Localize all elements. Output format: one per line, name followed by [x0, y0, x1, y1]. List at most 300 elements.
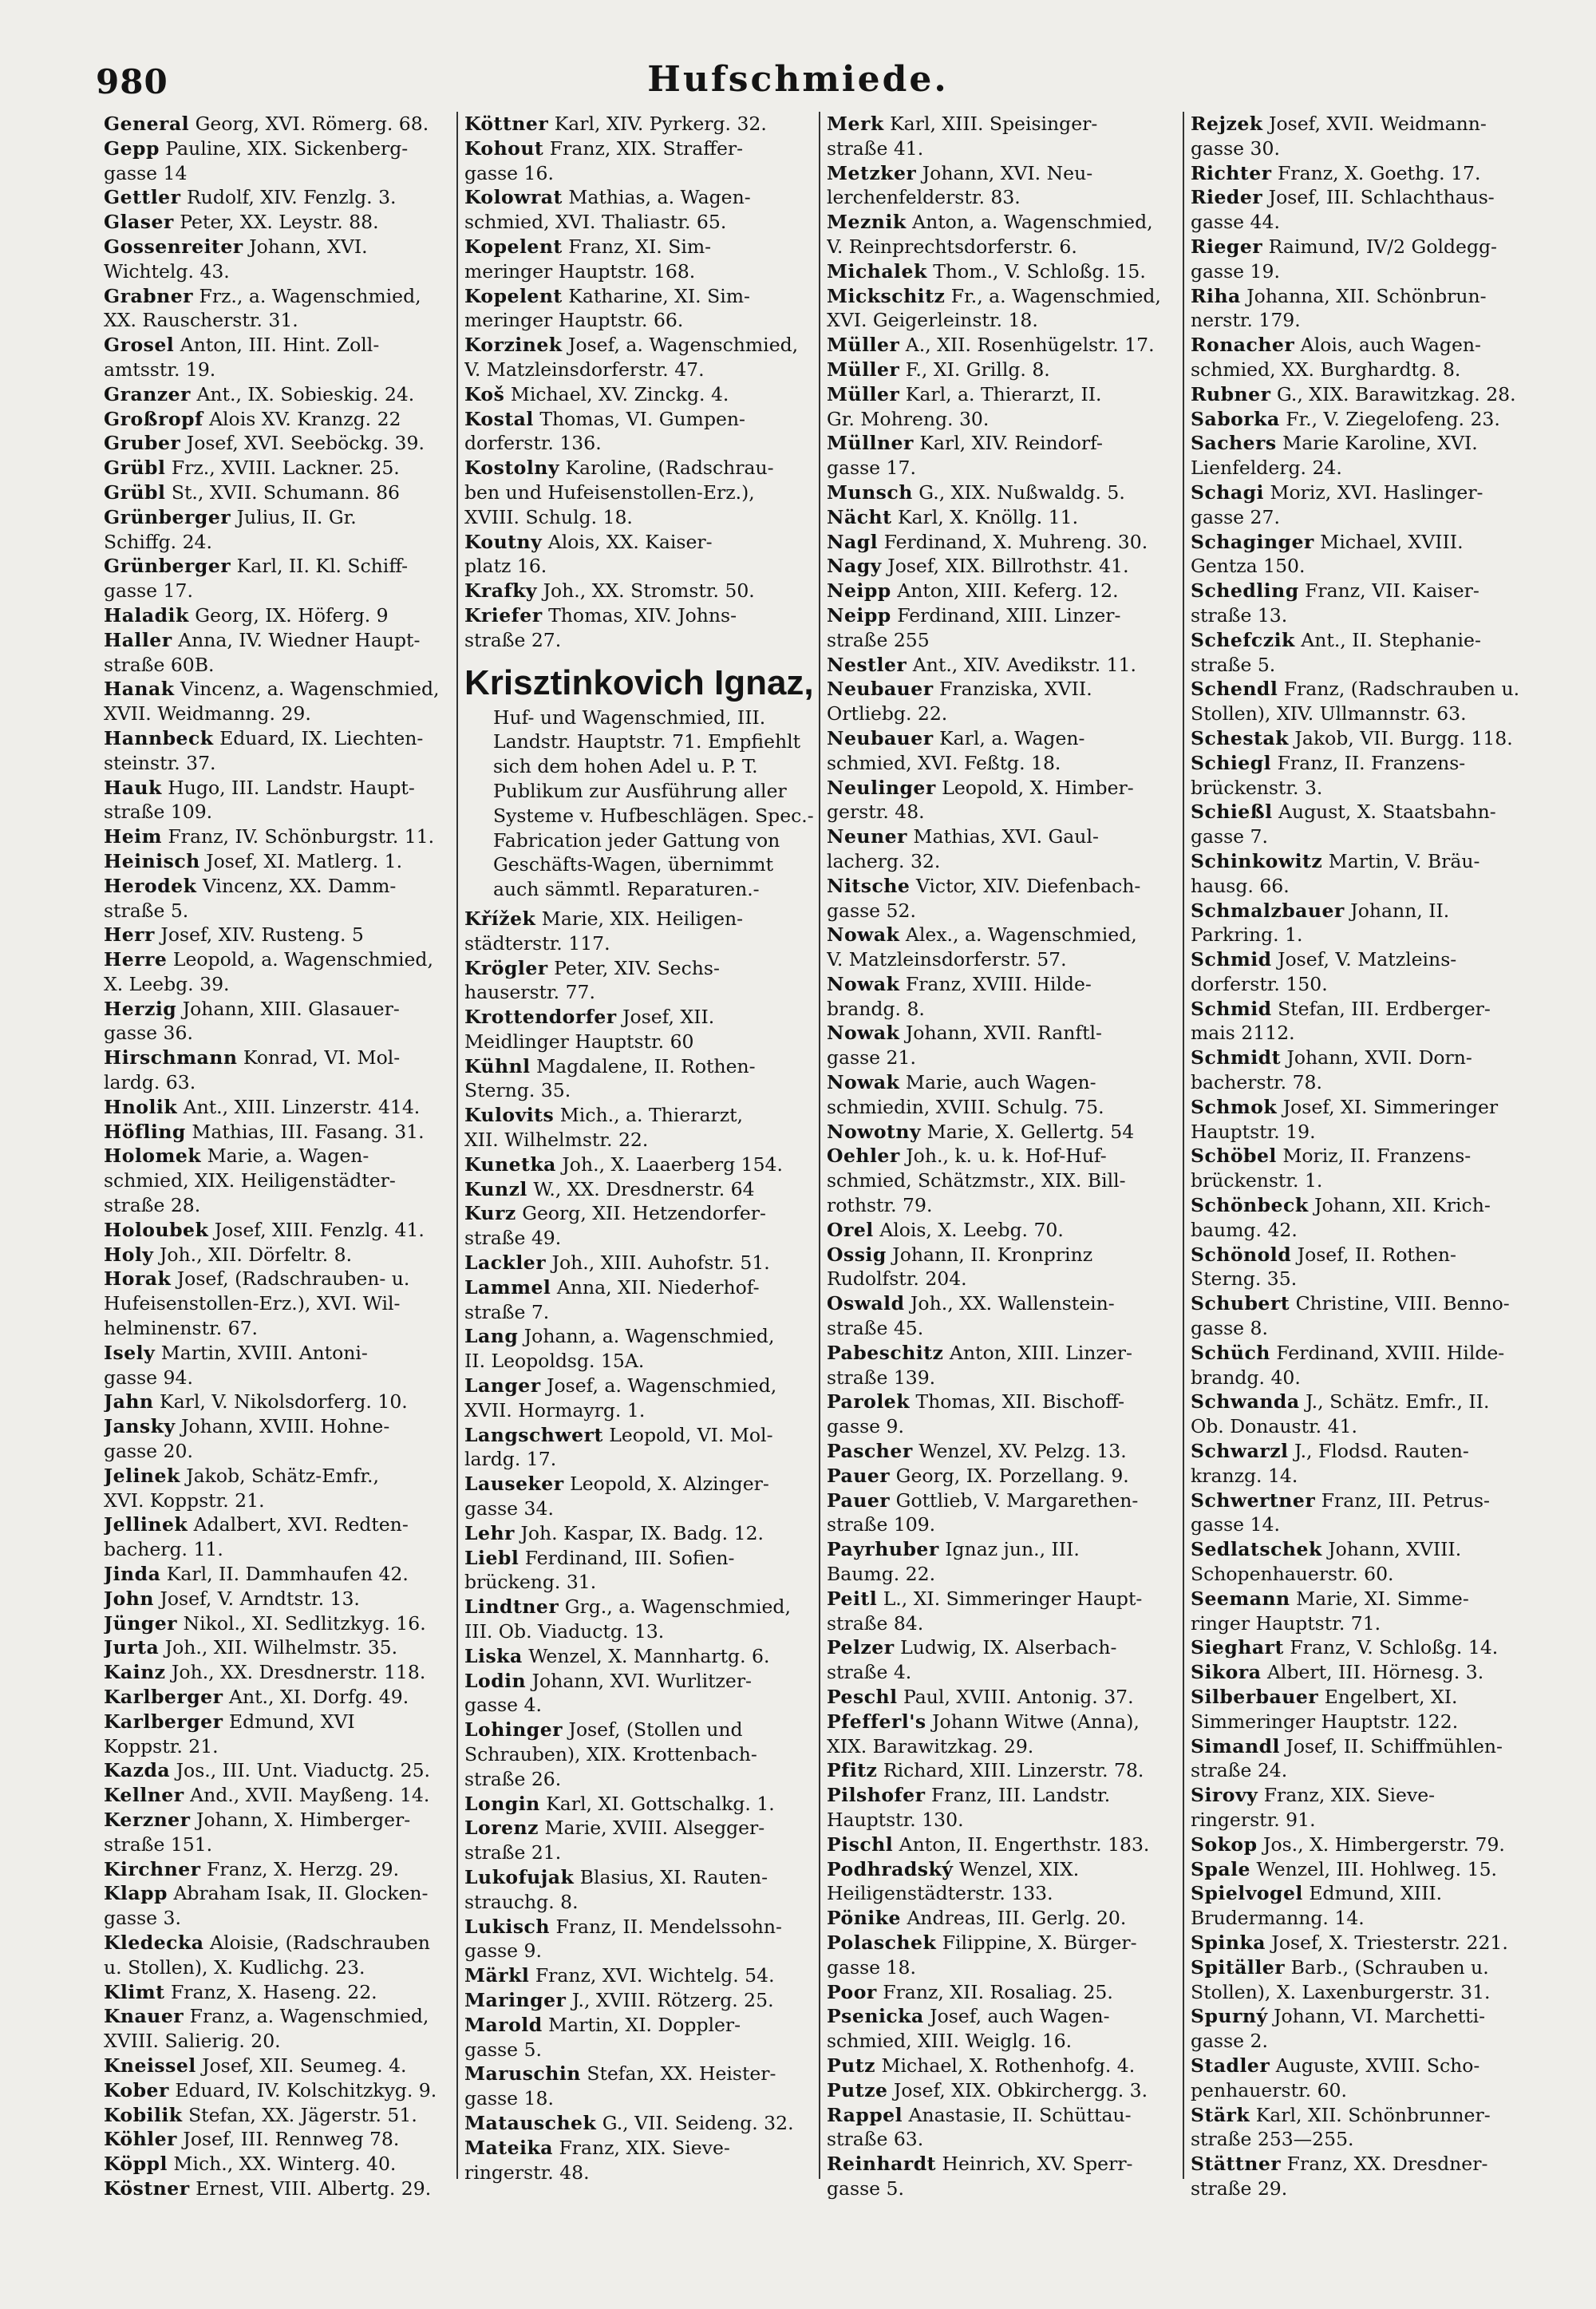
- entry-line: [104, 997, 458, 1022]
- entry-line: [1191, 2127, 1545, 2152]
- entry-line: [464, 1988, 819, 2013]
- entry-name: Kainz: [104, 1661, 166, 1684]
- directory-entry: [827, 972, 1181, 1022]
- entry-name: Müller: [827, 358, 900, 381]
- directory-entry: [464, 1324, 819, 1374]
- entry-text: XX. Rauscherstr. 31.: [104, 309, 298, 332]
- directory-entry: [1191, 235, 1545, 284]
- entry-line: [104, 210, 458, 235]
- entry-line: [104, 1833, 458, 1857]
- directory-entry: [464, 1472, 819, 1521]
- entry-text: Adalbert, XVI. Redten-: [193, 1513, 409, 1536]
- entry-name: Nowak: [827, 923, 900, 947]
- entry-text: gasse 18.: [827, 1955, 916, 1979]
- directory-entry: [827, 1021, 1181, 1070]
- entry-text: Peter, XX. Leystr. 88.: [180, 211, 379, 234]
- directory-entry: [104, 1635, 458, 1660]
- entry-line: [104, 480, 458, 505]
- directory-entry: [104, 2152, 458, 2177]
- entry-text: Franz, III. Petrus-: [1321, 1489, 1490, 1512]
- entry-name: Müller: [827, 334, 900, 357]
- entry-name: Schwertner: [1191, 1489, 1316, 1512]
- entry-text: Josef, a. Wagenschmied,: [547, 1374, 777, 1398]
- entry-line: [1191, 702, 1545, 726]
- directory-entry: [827, 259, 1181, 284]
- entry-text: Richard, XIII. Linzerstr. 78.: [883, 1759, 1144, 1782]
- entry-line: [464, 1128, 819, 1153]
- entry-line: [104, 1758, 458, 1783]
- entry-line: [1191, 1120, 1545, 1145]
- entry-name: Schüch: [1191, 1341, 1270, 1364]
- entry-name: Haladik: [104, 603, 189, 627]
- entry-text: ringerstr. 48.: [464, 2161, 590, 2184]
- entry-text: straße 109.: [827, 1513, 936, 1536]
- entry-line: [464, 530, 819, 555]
- directory-entry: [827, 2152, 1181, 2201]
- directory-entry: [464, 1103, 819, 1153]
- entry-text: Johann, XVIII.: [1328, 1538, 1462, 1561]
- entry-text: straße 13.: [1191, 603, 1288, 627]
- entry-text: Schrauben), XIX. Krottenbach-: [464, 1743, 757, 1765]
- entry-name: Silberbauer: [1191, 1686, 1319, 1708]
- entry-text: Pauline, XIX. Sickenberg-: [165, 136, 409, 160]
- entry-text: gasse 30.: [1191, 136, 1280, 160]
- directory-entry: [104, 628, 458, 678]
- entry-text: Franz, II. Mendelssohn-: [555, 1915, 782, 1938]
- entry-name: Schagi: [1191, 480, 1264, 504]
- directory-entry: [827, 554, 1181, 579]
- entry-name: Psenicka: [827, 2005, 924, 2028]
- entry-name: Rejzek: [1191, 113, 1263, 135]
- entry-line: [827, 2054, 1181, 2078]
- entry-line: [827, 1414, 1181, 1439]
- entry-line: [104, 2029, 458, 2054]
- entry-name: Märkl: [464, 1964, 530, 1987]
- entry-line: [827, 997, 1181, 1022]
- entry-name: Köppl: [104, 2153, 168, 2176]
- entry-line: [1191, 505, 1545, 530]
- entry-name: Lorenz: [464, 1817, 539, 1840]
- entry-name: Lohinger: [464, 1718, 563, 1742]
- directory-entry: [1191, 1537, 1545, 1587]
- directory-entry: [1191, 579, 1545, 628]
- entry-line: [104, 1685, 458, 1710]
- entry-text: Josef, XI. Simmeringer: [1282, 1095, 1499, 1118]
- entry-text: Franz, XIX. Sieve-: [559, 2136, 730, 2159]
- entry-name: Gepp: [104, 136, 160, 160]
- entry-name: Kober: [104, 2078, 169, 2101]
- directory-entry: [104, 1881, 458, 1931]
- entry-line: [827, 2004, 1181, 2029]
- directory-entry: [464, 1374, 819, 1423]
- entry-name: Jünger: [104, 1611, 178, 1635]
- entry-line: [1191, 1512, 1545, 1537]
- entry-name: Schwarzl: [1191, 1440, 1289, 1463]
- entry-text: Josef, XIX. Obkirchergg. 3.: [893, 2078, 1148, 2101]
- entry-text: Franz, II. Franzens-: [1277, 751, 1466, 774]
- entry-line: [104, 1168, 458, 1193]
- entry-text: Georg, IX. Porzellang. 9.: [895, 1464, 1129, 1487]
- entry-text: Franz, III. Landstr.: [930, 1784, 1111, 1807]
- entry-line: [827, 358, 1181, 382]
- entry-line: [464, 259, 819, 284]
- directory-entry: [827, 1489, 1181, 1538]
- entry-line: [1191, 1980, 1545, 2005]
- entry-name: Herr: [104, 923, 155, 947]
- directory-entry: [827, 1833, 1181, 1857]
- entry-text: straße 5.: [104, 899, 189, 922]
- entry-line: [464, 1374, 819, 1398]
- entry-name: Riha: [1191, 284, 1241, 307]
- entry-text: Johann, XVIII. Hohne-: [181, 1415, 390, 1438]
- directory-entry: [1191, 1660, 1545, 1685]
- entry-line: [464, 1816, 819, 1840]
- entry-line: [104, 259, 458, 284]
- entry-line: [464, 456, 819, 480]
- entry-name: Seemann: [1191, 1587, 1290, 1610]
- directory-entry: [464, 2013, 819, 2062]
- directory-entry: [1191, 1046, 1545, 1095]
- entry-text: Leopold, VI. Mol-: [609, 1423, 773, 1446]
- entry-name: Liska: [464, 1644, 523, 1667]
- entry-name: Köhler: [104, 2128, 177, 2151]
- entry-line: [1191, 1758, 1545, 1783]
- entry-text: ben und Hufeisenstollen-Erz.),: [464, 480, 755, 504]
- entry-text: straße 5.: [1191, 653, 1276, 676]
- entry-line: [464, 1472, 819, 1497]
- directory-entry: [827, 1120, 1181, 1145]
- entry-text: brandg. 40.: [1191, 1366, 1301, 1389]
- entry-line: [104, 284, 458, 309]
- entry-name: Spale: [1191, 1857, 1251, 1880]
- entry-text: Andreas, III. Gerlg. 20.: [907, 1907, 1127, 1930]
- directory-entry: [1191, 1783, 1545, 1833]
- entry-line: [1191, 1833, 1545, 1857]
- entry-name: Oswald: [827, 1292, 905, 1315]
- entry-name: Neulinger: [827, 776, 936, 799]
- directory-entry: [104, 210, 458, 235]
- directory-entry: [1191, 1341, 1545, 1390]
- entry-line: [104, 776, 458, 801]
- entry-name: Jahn: [104, 1390, 154, 1413]
- entry-line: [464, 480, 819, 505]
- entry-text: gasse 18.: [464, 2087, 554, 2110]
- directory-entry: [104, 947, 458, 997]
- entry-line: [104, 653, 458, 678]
- entry-name: Rieger: [1191, 235, 1263, 258]
- entry-text: bacherg. 11.: [104, 1538, 223, 1561]
- entry-line: [827, 726, 1181, 751]
- entry-text: Franz, IV. Schönburgstr. 11.: [168, 825, 435, 848]
- entry-name: Heinisch: [104, 849, 200, 872]
- entry-text: Joh., XII. Wilhelmstr. 35.: [164, 1636, 398, 1659]
- entry-text: XII. Wilhelmstr. 22.: [464, 1129, 649, 1152]
- entry-name: Lauseker: [464, 1473, 564, 1496]
- directory-entry: [827, 1587, 1181, 1636]
- entry-text: Johann, X. Himberger-: [196, 1808, 411, 1831]
- entry-text: schmied, Schätzmstr., XIX. Bill-: [827, 1169, 1126, 1192]
- entry-text: Franz, XVIII. Hilde-: [905, 972, 1092, 995]
- entry-text: Magdalene, II. Rothen-: [536, 1054, 756, 1077]
- entry-line: [827, 1046, 1181, 1070]
- entry-text: Alois, X. Leebg. 70.: [879, 1218, 1064, 1241]
- entry-name: Schiegl: [1191, 751, 1272, 774]
- entry-line: [1191, 1808, 1545, 1833]
- entry-line: [464, 1300, 819, 1325]
- entry-text: Engelbert, XI.: [1324, 1686, 1458, 1708]
- entry-line: [1191, 1439, 1545, 1464]
- entry-line: [104, 947, 458, 972]
- entry-line: [1191, 972, 1545, 997]
- directory-entry: [827, 1857, 1181, 1907]
- entry-text: Ant., IX. Sobieskig. 24.: [196, 382, 415, 405]
- entry-text: dorferstr. 150.: [1191, 972, 1328, 995]
- entry-line: [827, 407, 1181, 432]
- directory-entry: [827, 1537, 1181, 1587]
- entry-line: [104, 1144, 458, 1168]
- entry-text: Victor, XIV. Diefenbach-: [915, 874, 1141, 897]
- entry-line: [827, 579, 1181, 603]
- directory-entry: [827, 382, 1181, 432]
- entry-line: [464, 2161, 819, 2185]
- entry-text: Vincenz, a. Wagenschmied,: [180, 678, 440, 701]
- entry-text: Anastasie, II. Schüttau-: [908, 2103, 1132, 2126]
- entry-text: städterstr. 117.: [464, 931, 610, 955]
- entry-name: Heim: [104, 825, 162, 848]
- entry-text: Alois, auch Wagen-: [1300, 334, 1481, 357]
- directory-entry: [1191, 1635, 1545, 1660]
- directory-entry: [1191, 1955, 1545, 2005]
- entry-line: [827, 2152, 1181, 2177]
- directory-entry: [1191, 1587, 1545, 1636]
- entry-name: Köttner: [464, 113, 549, 135]
- entry-name: Kopelent: [464, 235, 563, 258]
- entry-text: W., XX. Dresdnerstr. 64: [533, 1177, 755, 1200]
- entry-name: Pischl: [827, 1833, 894, 1856]
- entry-name: Schönbeck: [1191, 1194, 1309, 1217]
- entry-line: [104, 702, 458, 726]
- entry-line: [464, 1963, 819, 1988]
- entry-text: Eduard, IX. Liechten-: [219, 726, 424, 749]
- entry-line: [827, 161, 1181, 186]
- entry-line: [104, 333, 458, 358]
- directory-entry: [104, 1562, 458, 1587]
- entry-text: Stefan, XX. Heister-: [587, 2062, 776, 2086]
- entry-name: Peschl: [827, 1686, 898, 1708]
- entry-line: [104, 1881, 458, 1906]
- entry-line: [1191, 1906, 1545, 1931]
- entry-line: [104, 1070, 458, 1095]
- directory-entry: [104, 235, 458, 284]
- entry-text: Mich., a. Thierarzt,: [559, 1104, 743, 1127]
- entry-line: [827, 923, 1181, 947]
- entry-text: Ferdinand, III. Sofien-: [524, 1546, 735, 1569]
- entry-line: [827, 1489, 1181, 1513]
- entry-text: Alois XV. Kranzg. 22: [209, 407, 401, 430]
- entry-text: Joh., X. Laaerberg 154.: [562, 1153, 783, 1176]
- entry-text: hausg. 66.: [1191, 874, 1290, 897]
- advertisement-block: [464, 661, 819, 902]
- entry-text: straße 255: [827, 628, 930, 651]
- entry-name: Höfling: [104, 1120, 186, 1143]
- entry-text: Auguste, XVIII. Scho-: [1275, 2054, 1480, 2077]
- entry-text: Thomas, XIV. Johns-: [548, 603, 737, 627]
- entry-line: [827, 1587, 1181, 1611]
- entry-line: [104, 358, 458, 382]
- directory-entry: [827, 112, 1181, 161]
- entry-text: Ob. Donaustr. 41.: [1191, 1415, 1357, 1438]
- entry-line: [104, 456, 458, 480]
- directory-entry: [464, 2111, 819, 2136]
- entry-line: [104, 431, 458, 456]
- entry-text: Thom., V. Schloßg. 15.: [933, 259, 1146, 283]
- entry-text: Joh., XX. Stromstr. 50.: [543, 579, 755, 603]
- entry-name: Neubauer: [827, 726, 934, 749]
- entry-line: [104, 1587, 458, 1611]
- advertisement-line: Geschäfts-Wagen, übernimmt: [493, 853, 774, 876]
- entry-text: Karl, II. Dammhaufen 42.: [166, 1563, 409, 1586]
- directory-entry: [104, 1587, 458, 1611]
- entry-text: Karl, a. Wagen-: [939, 726, 1085, 749]
- directory-entry: [1191, 1095, 1545, 1145]
- entry-line: [464, 1619, 819, 1644]
- entry-text: Mathias, III. Fasang. 31.: [192, 1120, 425, 1143]
- entry-line: [827, 2029, 1181, 2054]
- entry-text: mais 2112.: [1191, 1022, 1295, 1045]
- entry-text: Edmund, XVI: [228, 1710, 355, 1733]
- entry-text: Leopold, X. Alzinger-: [570, 1473, 769, 1496]
- entry-line: [464, 1693, 819, 1718]
- entry-line: [827, 1439, 1181, 1464]
- entry-text: Ferdinand, XVIII. Hilde-: [1276, 1341, 1505, 1364]
- entry-name: Spitäller: [1191, 1955, 1286, 1979]
- entry-text: Nikol., XI. Sedlitzkyg. 16.: [183, 1611, 426, 1635]
- entry-line: [1191, 1366, 1545, 1390]
- entry-text: Josef, XIX. Billrothstr. 41.: [887, 555, 1129, 578]
- entry-text: Blasius, XI. Rauten-: [579, 1865, 768, 1888]
- directory-entry: [464, 1988, 819, 2013]
- entry-line: [827, 972, 1181, 997]
- entry-name: Knauer: [104, 2005, 184, 2028]
- entry-text: Franz, X. Goethg. 17.: [1278, 161, 1481, 184]
- entry-name: Schießl: [1191, 801, 1273, 824]
- entry-line: [827, 259, 1181, 284]
- entry-line: [464, 2013, 819, 2038]
- directory-entry: [104, 1710, 458, 1759]
- entry-line: [464, 554, 819, 579]
- directory-entry: [104, 1046, 458, 1095]
- entry-text: Joh., XX. Dresdnerstr. 118.: [172, 1661, 426, 1684]
- directory-entry: [104, 1414, 458, 1464]
- entry-line: [827, 1734, 1181, 1759]
- directory-entry: [1191, 1390, 1545, 1439]
- entry-text: Ant., XI. Dorfg. 49.: [228, 1686, 409, 1708]
- entry-text: Sterng. 35.: [464, 1079, 571, 1102]
- directory-entry: [827, 1218, 1181, 1243]
- directory-entry: [827, 1464, 1181, 1489]
- entry-line: [827, 1316, 1181, 1341]
- entry-name: Nowak: [827, 1022, 900, 1045]
- directory-entry: [1191, 333, 1545, 382]
- directory-entry: [464, 112, 819, 136]
- directory-entry: [827, 505, 1181, 530]
- entry-text: XVI. Geigerleinstr. 18.: [827, 309, 1038, 332]
- entry-text: Schopenhauerstr. 60.: [1191, 1563, 1394, 1586]
- directory-entry: [104, 1341, 458, 1390]
- entry-line: [1191, 874, 1545, 899]
- entry-text: Marie, a. Wagen-: [207, 1145, 369, 1168]
- directory-entry: [104, 2177, 458, 2201]
- entry-line: [827, 1366, 1181, 1390]
- entry-text: II. Leopoldsg. 15A.: [464, 1350, 645, 1373]
- entry-name: Kostolny: [464, 457, 560, 480]
- directory-entry: [104, 1144, 458, 1217]
- advertisement-line: Systeme v. Hufbeschlägen. Spec.-: [493, 804, 814, 827]
- entry-line: [464, 431, 819, 456]
- entry-text: Ortliebg. 22.: [827, 702, 948, 726]
- entry-line: [464, 2111, 819, 2136]
- entry-line: [827, 702, 1181, 726]
- entry-text: Hauptstr. 19.: [1191, 1120, 1316, 1143]
- directory-entry: [464, 1669, 819, 1718]
- entry-line: [827, 185, 1181, 210]
- entry-text: Alois, XX. Kaiser-: [547, 530, 713, 553]
- entry-text: Johann, XVII. Dorn-: [1286, 1046, 1472, 1069]
- entry-line: [104, 1635, 458, 1660]
- entry-line: [827, 947, 1181, 972]
- directory-entry: [104, 1783, 458, 1808]
- entry-text: straße 151.: [104, 1833, 213, 1856]
- entry-text: Johann, XVI. Wurlitzer-: [531, 1669, 752, 1692]
- entry-line: [104, 874, 458, 899]
- entry-line: [464, 1595, 819, 1619]
- entry-text: XVIII. Schulg. 18.: [464, 505, 633, 528]
- entry-line: [1191, 628, 1545, 653]
- entry-text: schmied, XVI. Feßtg. 18.: [827, 751, 1061, 774]
- entry-name: Kazda: [104, 1759, 171, 1782]
- entry-text: Brudermanng. 14.: [1191, 1907, 1365, 1930]
- entry-name: Neipp: [827, 603, 891, 627]
- entry-text: Franz, VII. Kaiser-: [1305, 579, 1479, 603]
- directory-entry: [1191, 1931, 1545, 1955]
- entry-line: [827, 1267, 1181, 1291]
- entry-name: Saborka: [1191, 407, 1280, 430]
- directory-entry: [827, 1758, 1181, 1783]
- entry-line: [827, 849, 1181, 874]
- entry-name: Schubert: [1191, 1292, 1290, 1315]
- entry-text: nerstr. 179.: [1191, 309, 1301, 332]
- entry-text: A., XII. Rosenhügelstr. 17.: [905, 334, 1155, 357]
- entry-name: Richter: [1191, 161, 1272, 184]
- entry-line: [104, 1710, 458, 1734]
- directory-entry: [1191, 1291, 1545, 1341]
- directory-entry: [464, 1201, 819, 1251]
- entry-text: brandg. 8.: [827, 997, 925, 1020]
- entry-text: Leopold, a. Wagenschmied,: [172, 948, 433, 971]
- entry-line: [1191, 1881, 1545, 1906]
- entry-name: Kostal: [464, 407, 534, 430]
- entry-line: [827, 2103, 1181, 2128]
- directory-entry: [827, 579, 1181, 603]
- directory-entry: [464, 1177, 819, 1202]
- directory-entry: [104, 1611, 458, 1636]
- entry-line: [464, 1398, 819, 1423]
- entry-text: Josef, XII. Seumeg. 4.: [202, 2054, 407, 2077]
- entry-text: Joh., k. u. k. Hof-Huf-: [906, 1145, 1107, 1168]
- directory-entry: [104, 112, 458, 136]
- directory-entry: [827, 1439, 1181, 1464]
- directory-entry: [827, 1243, 1181, 1292]
